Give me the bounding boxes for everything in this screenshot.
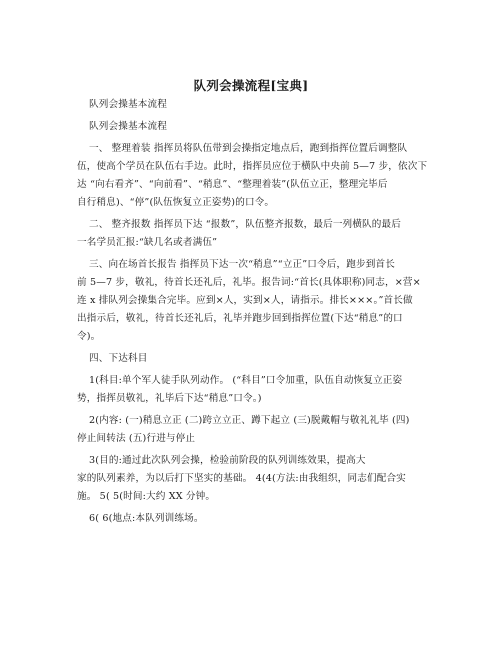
body-line: 一名学员汇报:“缺几名或者满伍”: [77, 237, 218, 248]
body-line: 连 x 排队列会操集合完毕。应到×人，实到×人，请指示。排长×××。”首长做: [77, 295, 413, 306]
body-line: 势，指挥员敬礼，礼毕后下达“稍息”口令。): [77, 393, 262, 404]
body-line: 伍，使高个学员在队伍右手边。此时，指挥员应位于横队中央前 5—7 步，依次下: [77, 161, 428, 172]
body-line: 前 5—7 步，敬礼，待首长还礼后，礼毕。报告词:“首长(具体职称)同志，×营×: [77, 277, 421, 288]
body-line: 二、 整齐报数 指挥员下达 “报数”，队伍整齐报数，最后一列横队的最后: [89, 219, 402, 230]
body-line: 1(科目:单个军人徒手队列动作。 (“科目”口令加重，队伍自动恢复立正姿: [89, 375, 403, 386]
document-title: 队列会操流程[宝典]: [193, 78, 309, 93]
body-line: 施。 5( 5(时间:大约 XX 分钟。: [77, 491, 216, 502]
body-line: 6( 6(地点:本队列训练场。: [89, 513, 204, 524]
body-line: 队列会操基本流程: [89, 121, 167, 132]
body-line: 三、向在场首长报告 指挥员下达一次“稍息”“立正”口令后，跑步到首长: [89, 259, 395, 270]
body-line: 自行稍息)、“停”(队伍恢复立正姿势)的口令。: [77, 197, 275, 208]
body-line: 达 “向右看齐”、“向前看”、“稍息”、“整理着装”(队伍立正，整理完毕后: [77, 179, 388, 190]
body-line: 2(内容: (一)稍息立正 (二)跨立立正、蹲下起立 (三)脱戴帽与敬礼礼毕 (四): [89, 415, 410, 426]
body-line: 3(目的:通过此次队列会操，检验前阶段的队列训练效果，提高大: [89, 455, 366, 466]
body-line: 四、下达科目: [89, 353, 148, 364]
body-line: 一、 整理着装 指挥员将队伍带到会操指定地点后，跑到指挥位置后调整队: [89, 143, 408, 154]
body-line: 出指示后，敬礼，待首长还礼后，礼毕并跑步回到指挥位置(下达“稍息”的口: [77, 313, 403, 324]
body-line: 停止间转法 (五)行进与停止: [77, 433, 196, 444]
body-line: 队列会操基本流程: [89, 99, 167, 110]
body-line: 令)。: [77, 331, 101, 342]
body-line: 家的队列素养，为以后打下坚实的基础。 4(4(方法:由我组织，同志们配合实: [77, 473, 406, 484]
